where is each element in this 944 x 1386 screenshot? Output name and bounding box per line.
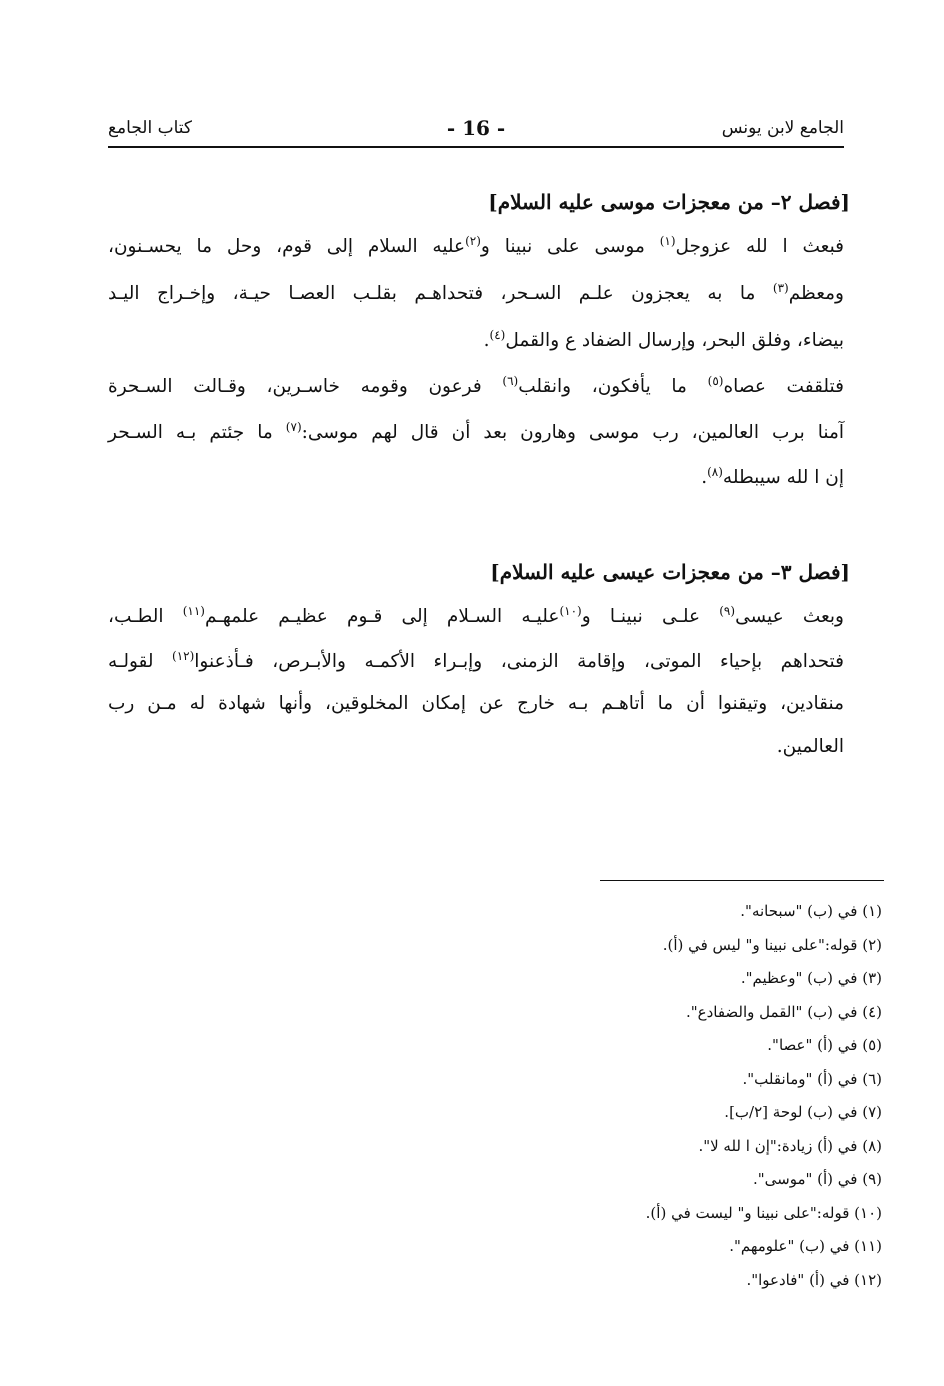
footnote-item: (٣) في (ب) "وعظيم". <box>740 969 882 987</box>
header-book-title: كتاب الجامع <box>108 118 193 138</box>
section-2-line-5: آمنا برب العالمين، رب موسى وهارون بعد أن قال لهم موسى:$^{(٧)}$ ما جئتم بـه السـحر <box>108 419 844 443</box>
footnote-mark-6: (٦) <box>502 373 519 388</box>
footnote-item: (٤) في (ب) "القمل والضفادع". <box>685 1002 882 1021</box>
page-header <box>108 116 844 148</box>
footnote-mark-1: (١) <box>659 233 676 248</box>
footnote-item: (١٢) في (أ) "فادعوا". <box>746 1270 882 1289</box>
section-3-title: [فصل ٣– من معجزات عيسى عليه السلام] <box>490 560 850 584</box>
footnote-item: (٧) في (ب) لوحة [٢/ب]. <box>724 1103 882 1121</box>
footnote-item: (١١) في (ب) "علومهم". <box>729 1237 882 1255</box>
footnote-mark-9: (٩) <box>719 603 736 618</box>
footnote-mark-5: (٥) <box>707 373 724 388</box>
footnote-mark-7: (٧) <box>285 419 302 434</box>
section-3-line-2: فتحداهم بإحياء الموتى، وإقامة الزمنى، وإبـراء الأكمـه والأبـرص، فـأذعنوا$^{(١٢)}$ لقولـه <box>108 648 844 672</box>
section-2-title: [فصل ٢– من معجزات موسى عليه السلام] <box>488 190 850 214</box>
section-2-line-3: بيضاء، وفلق البحر، وإرسال الضفاد ع والقمل$^{(٤)}$. <box>483 327 844 351</box>
footnote-item: (٩) في (أ) "موسى". <box>752 1170 882 1188</box>
footnote-mark-3: (٣) <box>772 280 789 295</box>
section-3-line-3: منقادين، وتيقنوا أن ما أتاهـم بـه خارج عن إمكان المخلوقين، وأنها شهادة له مـن رب <box>108 693 844 714</box>
header-book-author: الجامع لابن يونس <box>721 118 844 138</box>
footnote-item: (٢) قوله:"على نبينا و" ليس في (أ). <box>662 935 882 954</box>
section-2-line-1: فبعث ا لله عزوجل$^{(١)}$ موسى على نبينا و$^{(٢)}$عليه السلام إلى قوم، وحل ما يحسـنون، <box>108 233 844 257</box>
footnote-separator <box>600 880 884 881</box>
footnote-mark-12: (١٢) <box>172 648 195 663</box>
footnote-item: (٨) في (أ) زيادة:"إن ا لله لا". <box>698 1136 882 1155</box>
section-3-line-1: وبعث عيسى$^{(٩)}$ علـى نبينـا و$^{(١٠)}$عليـه السـلام إلى قـوم عظيـم علمهـم$^{(١١)}$ الطـب، <box>108 603 844 627</box>
footnote-mark-8: (٨) <box>707 464 723 479</box>
footnote-mark-2: (٢) <box>465 233 481 248</box>
footnote-item: (١٠) قوله:"على نبينا و" ليست في (أ). <box>645 1203 882 1222</box>
page-number: - 16 - <box>446 116 506 140</box>
section-2-line-6: إن ا لله سيبطله$^{(٨)}$. <box>701 464 844 488</box>
footnote-item: (٦) في (أ) "ومانقلب". <box>742 1069 882 1088</box>
section-3-line-4: العالمين. <box>776 736 844 757</box>
section-2-line-4: فتلقفت عصاه$^{(٥)}$ ما يأفكون، وانقلب$^{(٦)}$ فرعون وقومه خاسـرين، وقـالت السـحرة <box>108 373 844 397</box>
footnote-mark-10: (١٠) <box>559 603 582 618</box>
footnote-item: (٥) في (أ) "عصا". <box>767 1036 882 1054</box>
footnote-item: (١) في (ب) "سبحانه". <box>740 902 882 920</box>
section-2-line-2: ومعظم$^{(٣)}$ ما به يعجزون علـم السـحر، فتحداهـم بقلـب العصـا حيـة، وإخـراج اليـد <box>108 280 844 304</box>
footnote-mark-11: (١١) <box>182 603 205 618</box>
footnote-mark-4: (٤) <box>489 327 506 342</box>
footnotes-list <box>646 900 882 1302</box>
